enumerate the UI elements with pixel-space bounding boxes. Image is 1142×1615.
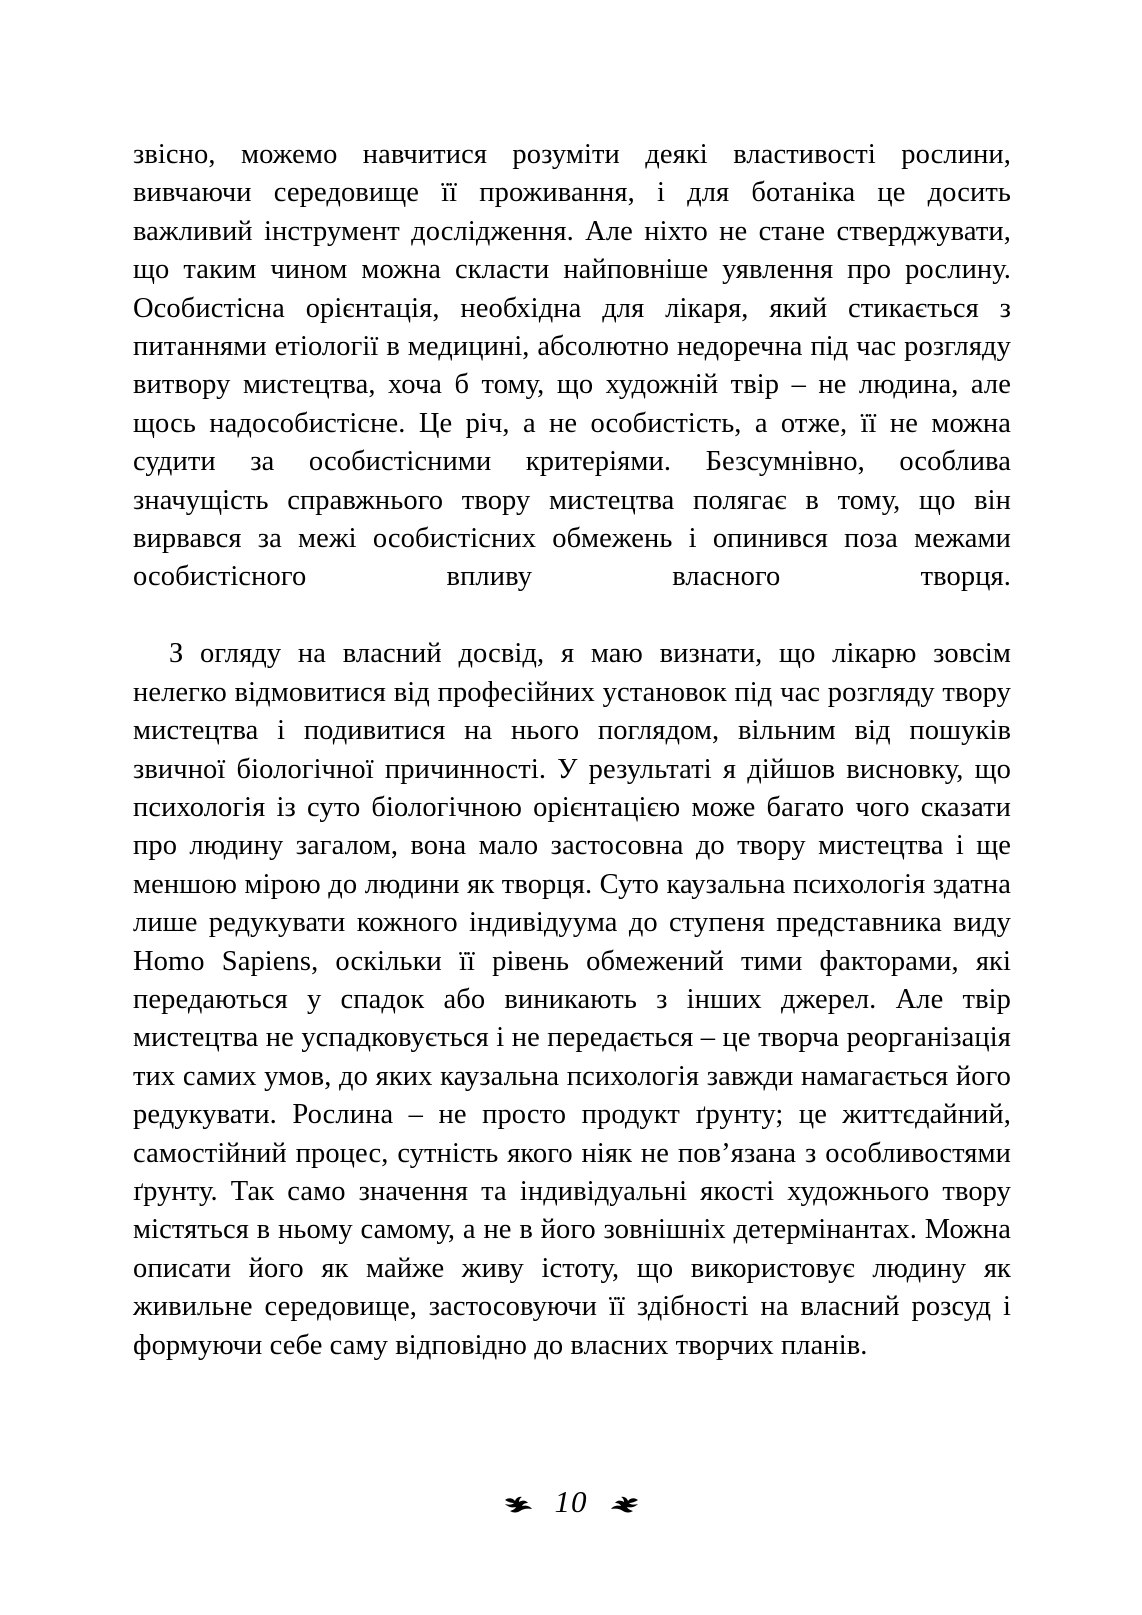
page-number: 10 [554, 1484, 588, 1519]
body-paragraph: звісно, можемо навчитися розуміти деякі властивості рослини, вивчаючи середовище її проживання, і для ботаніка це досить важливий інструмент дослідження. Але ніхто не стане стверджувати, що таким чином можна скласти найповніше уявлення про рослину. Особистісна орієнтація, необхідна для лікаря, який стикається з питаннями етіології в медицині, абсолютно недоречна під час розгляду витвору мистецтва, хоча б тому, що художній твір – не людина, але щось надособистісне. Це річ, а не особистість, а отже, її не можна судити за особистісними критеріями. Безсумнівно, особлива значущість справжнього твору мистецтва полягає в тому, що він вирвався за межі особистісних обмежень і опинився поза межами особистісного впливу власного творця. [133, 139, 1011, 593]
leaf-flourish-icon [503, 1491, 541, 1515]
page-footer [0, 1486, 1142, 1519]
leaf-flourish-icon [602, 1491, 640, 1515]
page-text-block [133, 136, 1011, 1365]
body-paragraph: З огляду на власний досвід, я маю визнати, що лікарю зовсім нелегко відмовитися від професійних установок під час розгляду твору мистецтва і подивитися на нього поглядом, вільним від пошуків звичної біологічної причинності. У результаті я дійшов висновку, що психологія із суто біологічною орієнтацією може багато чого сказати про людину загалом, вона мало застосовна до твору мистецтва і ще меншою мірою до людини як творця. Суто каузальна психологія здатна лише редукувати кожного індивідуума до ступеня представника виду Homo Sapiens, оскільки її рівень обмежений тими факторами, які передаються у спадок або виникають з інших джерел. Але твір мистецтва не успадковується і не передається – це творча реорганізація тих самих умов, до яких каузальна психологія завжди намагається його редукувати. Рослина – не просто продукт ґрунту; це життєдайний, самостійний процес, сутність якого ніяк не пов’язана з особливостями ґрунту. Так само значення та індивідуальні якості художнього твору містяться в ньому самому, а не в його зовнішніх детермінантах. Можна описати його як майже живу істоту, що використовує людину як живильне середовище, застосовуючи її здібності на власний розсуд і формуючи себе саму відповідно до власних творчих планів. [133, 638, 1011, 1361]
